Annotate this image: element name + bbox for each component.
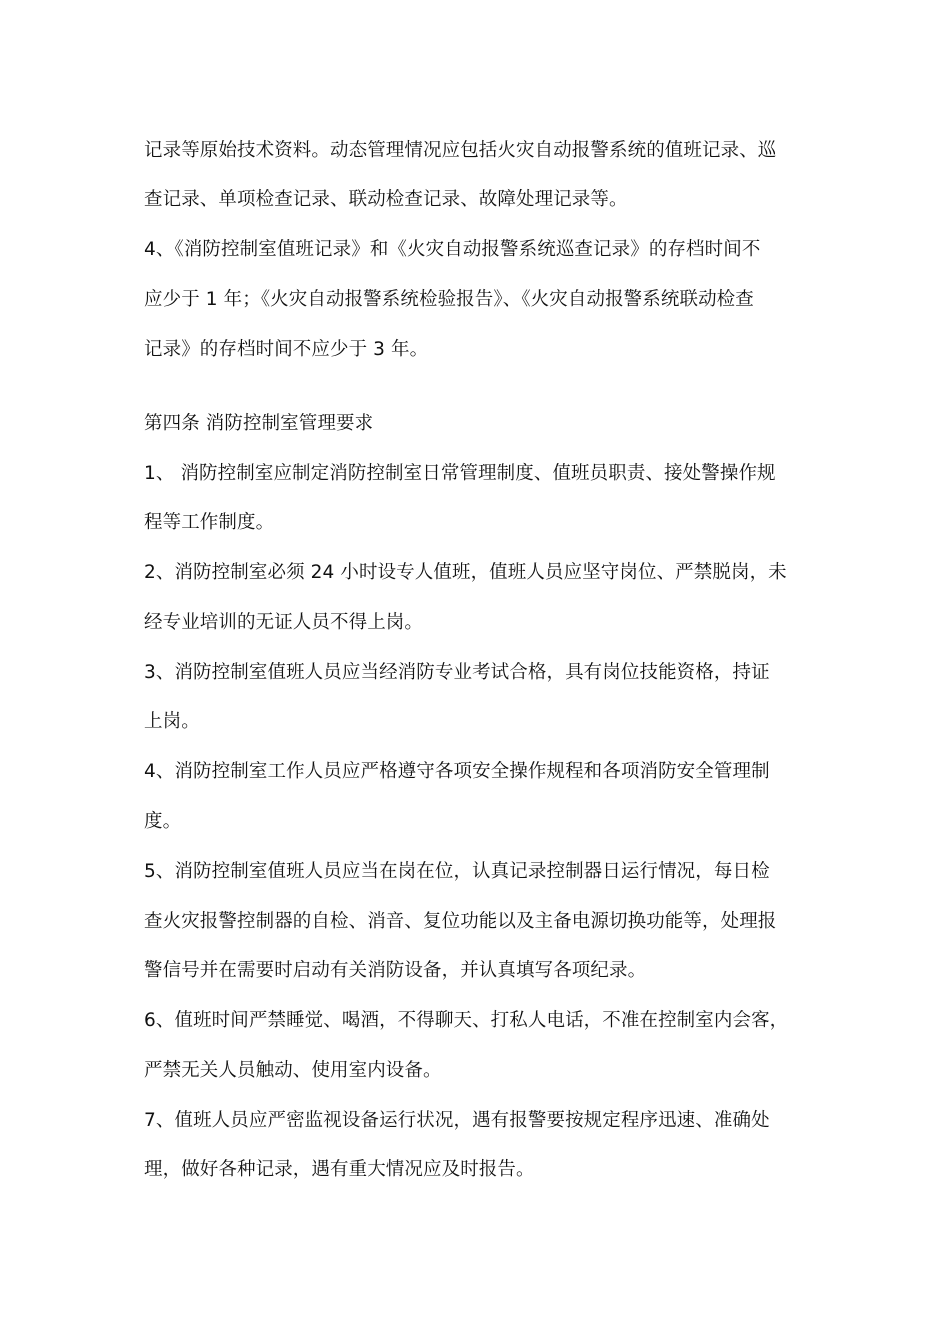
text-line: 3、消防控制室值班人员应当经消防专业考试合格，具有岗位技能资格，持证 [144, 662, 770, 683]
text-line: 6、值班时间严禁睡觉、喝酒，不得聊天、打私人电话，不准在控制室内会客， [144, 1010, 789, 1031]
text-line: 1、 消防控制室应制定消防控制室日常管理制度、值班员职责、接处警操作规 [144, 463, 776, 484]
text-line: 度。 [144, 811, 182, 832]
text-line: 记录》的存档时间不应少于 3 年。 [144, 339, 429, 360]
text-line: 5、消防控制室值班人员应当在岗在位，认真记录控制器日运行情况，每日检 [144, 861, 770, 882]
text-line: 4、《消防控制室值班记录》和《火灾自动报警系统巡查记录》的存档时间不 [144, 239, 761, 260]
text-line: 应少于 1 年；《火灾自动报警系统检验报告》、《火灾自动报警系统联动检查 [144, 289, 754, 310]
text-line: 记录等原始技术资料。动态管理情况应包括火灾自动报警系统的值班记录、巡 [144, 140, 777, 161]
text-line: 程等工作制度。 [144, 512, 275, 533]
text-line: 4、消防控制室工作人员应严格遵守各项安全操作规程和各项消防安全管理制 [144, 761, 770, 782]
text-line: 7、值班人员应严密监视设备运行状况，遇有报警要按规定程序迅速、准确处 [144, 1110, 770, 1131]
section-heading: 第四条 消防控制室管理要求 [144, 413, 374, 434]
text-line: 理，做好各种记录，遇有重大情况应及时报告。 [144, 1159, 535, 1180]
text-line: 严禁无关人员触动、使用室内设备。 [144, 1060, 442, 1081]
text-line: 查记录、单项检查记录、联动检查记录、故障处理记录等。 [144, 189, 628, 210]
text-line: 警信号并在需要时启动有关消防设备，并认真填写各项纪录。 [144, 960, 647, 981]
text-line: 经专业培训的无证人员不得上岗。 [144, 612, 424, 633]
text-line: 上岗。 [144, 711, 200, 732]
text-line: 查火灾报警控制器的自检、消音、复位功能以及主备电源切换功能等，处理报 [144, 911, 777, 932]
text-line: 2、消防控制室必须 24 小时设专人值班，值班人员应坚守岗位、严禁脱岗，未 [144, 562, 787, 583]
